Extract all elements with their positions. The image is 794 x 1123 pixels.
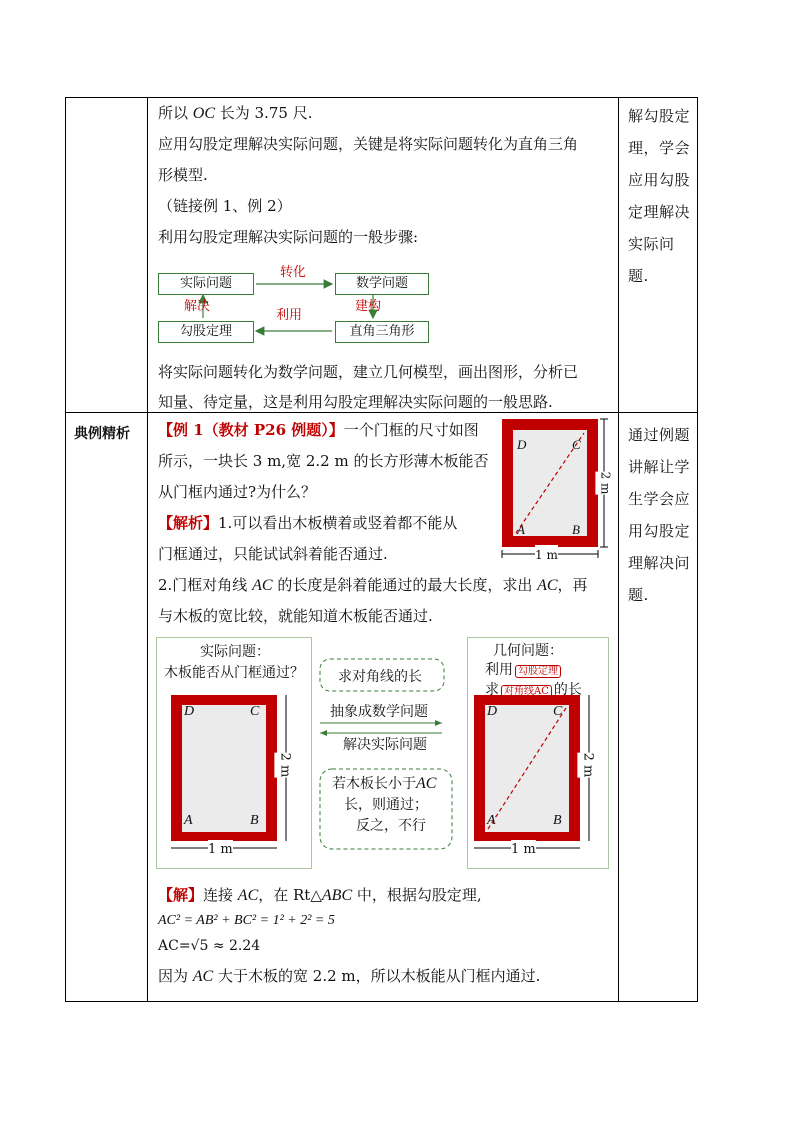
analysis-tag: 【解析】 (158, 514, 219, 532)
left-width-label: 1 m (208, 840, 233, 860)
example-tag: 【例 1（教材 P26 例题）】 (158, 421, 344, 439)
flow-box-real-problem: 实际问题 (158, 273, 254, 295)
text: 所以 (158, 104, 193, 122)
text: 利用 (485, 662, 513, 678)
vertex-d: D (487, 704, 498, 719)
flow-box-math-problem: 数学问题 (335, 273, 429, 295)
right-height-label: 2 m (577, 753, 597, 778)
text: 的长 (553, 682, 582, 698)
example-line: 所示，一块长 3 m,宽 2.2 m 的长方形薄木板能否 (158, 452, 489, 470)
steps-heading: 利用勾股定理解决实际问题的一般步骤: (158, 228, 419, 246)
note-line: 解勾股定 (628, 107, 691, 125)
var-abc: ABC (321, 887, 353, 904)
condition-line (332, 774, 436, 794)
vertex-c: C (553, 704, 563, 719)
right-panel-line (485, 660, 561, 682)
vertex-a: A (487, 813, 496, 828)
vertex-c: C (250, 704, 260, 719)
flow-label-construct: 建构 (355, 299, 382, 314)
text: 的长度是斜着能通过的最大长度，求出 (272, 576, 538, 594)
table-row (66, 413, 698, 1002)
text: 长为 3.75 尺. (215, 104, 313, 122)
note-line: 应用勾股 (628, 171, 691, 189)
vertex-c: C (572, 437, 581, 452)
solution-tag: 【解】 (158, 886, 204, 904)
height-label: 2 m (595, 472, 615, 495)
note-line: 通过例题 (628, 426, 691, 444)
section-label: 典例精析 (74, 426, 130, 442)
left-height-label: 2 m (274, 753, 294, 778)
text: 大于木板的宽 2.2 m，所以木板能从门框内通过. (213, 967, 541, 985)
analysis-line: 与木板的宽比较，就能知道木板能否通过. (158, 607, 433, 625)
vertex-d: D (517, 437, 527, 452)
row2-note-cell (619, 413, 698, 1002)
flow-label-transform: 转化 (280, 265, 307, 280)
note-line: 题. (628, 586, 649, 604)
note-line: 生学会应 (628, 490, 691, 508)
vertex-b: B (250, 813, 259, 828)
text: 2.门框对角线 (158, 576, 253, 594)
condition-line: 长，则通过； (344, 797, 428, 813)
solve-label: 解决实际问题 (343, 737, 427, 753)
vertex-a: A (517, 522, 525, 537)
solution-approx: AC=√5 ≈ 2.24 (158, 938, 261, 954)
note-line: 用勾股定 (628, 522, 691, 540)
solution-equation: AC² = AB² + BC² = 1² + 2² = 5 (158, 913, 335, 928)
row1-content-cell (148, 98, 619, 413)
link-note: （链接例 1、例 2） (158, 197, 292, 215)
var-ac: AC (237, 887, 259, 904)
pythagoras-tag: 勾股定理 (515, 665, 561, 678)
mid-box-diagonal-text: 求对角线的长 (338, 669, 422, 685)
row2-label-cell (66, 413, 148, 1002)
var-ac: AC (192, 968, 214, 985)
row1-label-cell (66, 98, 148, 413)
row1-note-cell (619, 98, 698, 413)
var-oc: OC (192, 105, 216, 122)
example-line (158, 420, 479, 440)
solution-conclusion (158, 966, 540, 987)
solution-line (158, 885, 482, 906)
right-panel-line (485, 680, 582, 702)
left-panel-question: 木板能否从门框通过？ (164, 665, 304, 681)
summary-line: 知量、待定量，这是利用勾股定理解决实际问题的一般思路. (158, 393, 553, 411)
text: 求 (485, 682, 499, 698)
left-panel-title: 实际问题： (200, 644, 270, 660)
conclusion-line (158, 103, 313, 124)
analysis-line (158, 513, 457, 533)
note-line: 实际问题. (628, 235, 675, 285)
text: 一个门框的尺寸如图 (343, 421, 479, 439)
note-line: 定理解决 (628, 203, 691, 221)
flow-label-use: 利用 (276, 308, 303, 323)
text: ，再 (557, 576, 588, 594)
text: 1.可以看出木板横着或竖着都不能从 (218, 514, 458, 532)
right-panel-title: 几何问题： (493, 643, 563, 659)
table-row (66, 98, 698, 413)
example-line: 从门框内通过?为什么？ (158, 483, 317, 501)
flow-box-pythagoras: 勾股定理 (158, 321, 254, 343)
diagonal-tag: 对角线AC (501, 685, 552, 698)
summary-line: 将实际问题转化为数学问题，建立几何模型，画出图形，分析已 (158, 363, 579, 381)
abstract-label: 抽象成数学问题 (330, 704, 428, 720)
var-ac: AC (416, 775, 437, 792)
paragraph-line: 应用勾股定理解决实际问题，关键是将实际问题转化为直角三角 (158, 135, 579, 153)
text: 因为 (158, 967, 193, 985)
right-width-label: 1 m (511, 840, 536, 860)
paragraph-line: 形模型. (158, 166, 208, 184)
var-ac: AC (252, 577, 273, 594)
row2-content-cell (148, 413, 619, 1002)
row2-note (619, 413, 697, 611)
vertex-b: B (553, 813, 562, 828)
text: ，在 Rt△ (258, 886, 322, 904)
arrowhead (435, 720, 442, 726)
text: 中，根据勾股定理, (352, 886, 482, 904)
width-label: 1 m (535, 545, 558, 565)
var-ac: AC (537, 577, 558, 594)
note-line: 理解决问 (628, 554, 691, 572)
analysis-line (158, 575, 588, 596)
text: 若木板长小于 (332, 776, 416, 792)
analysis-line: 门框通过，只能试试斜着能否通过. (158, 545, 388, 563)
vertex-a: A (184, 813, 193, 828)
arrowhead (320, 730, 327, 736)
vertex-b: B (572, 522, 580, 537)
flow-box-right-triangle: 直角三角形 (335, 321, 429, 343)
note-line: 讲解让学 (628, 458, 691, 476)
lesson-table (65, 97, 698, 1002)
vertex-d: D (184, 704, 195, 719)
note-line: 理，学会 (628, 139, 691, 157)
row1-note (619, 98, 697, 292)
flow-label-solve: 解决 (184, 299, 211, 314)
text: 连接 (203, 886, 238, 904)
condition-line: 反之，不行 (356, 818, 426, 834)
